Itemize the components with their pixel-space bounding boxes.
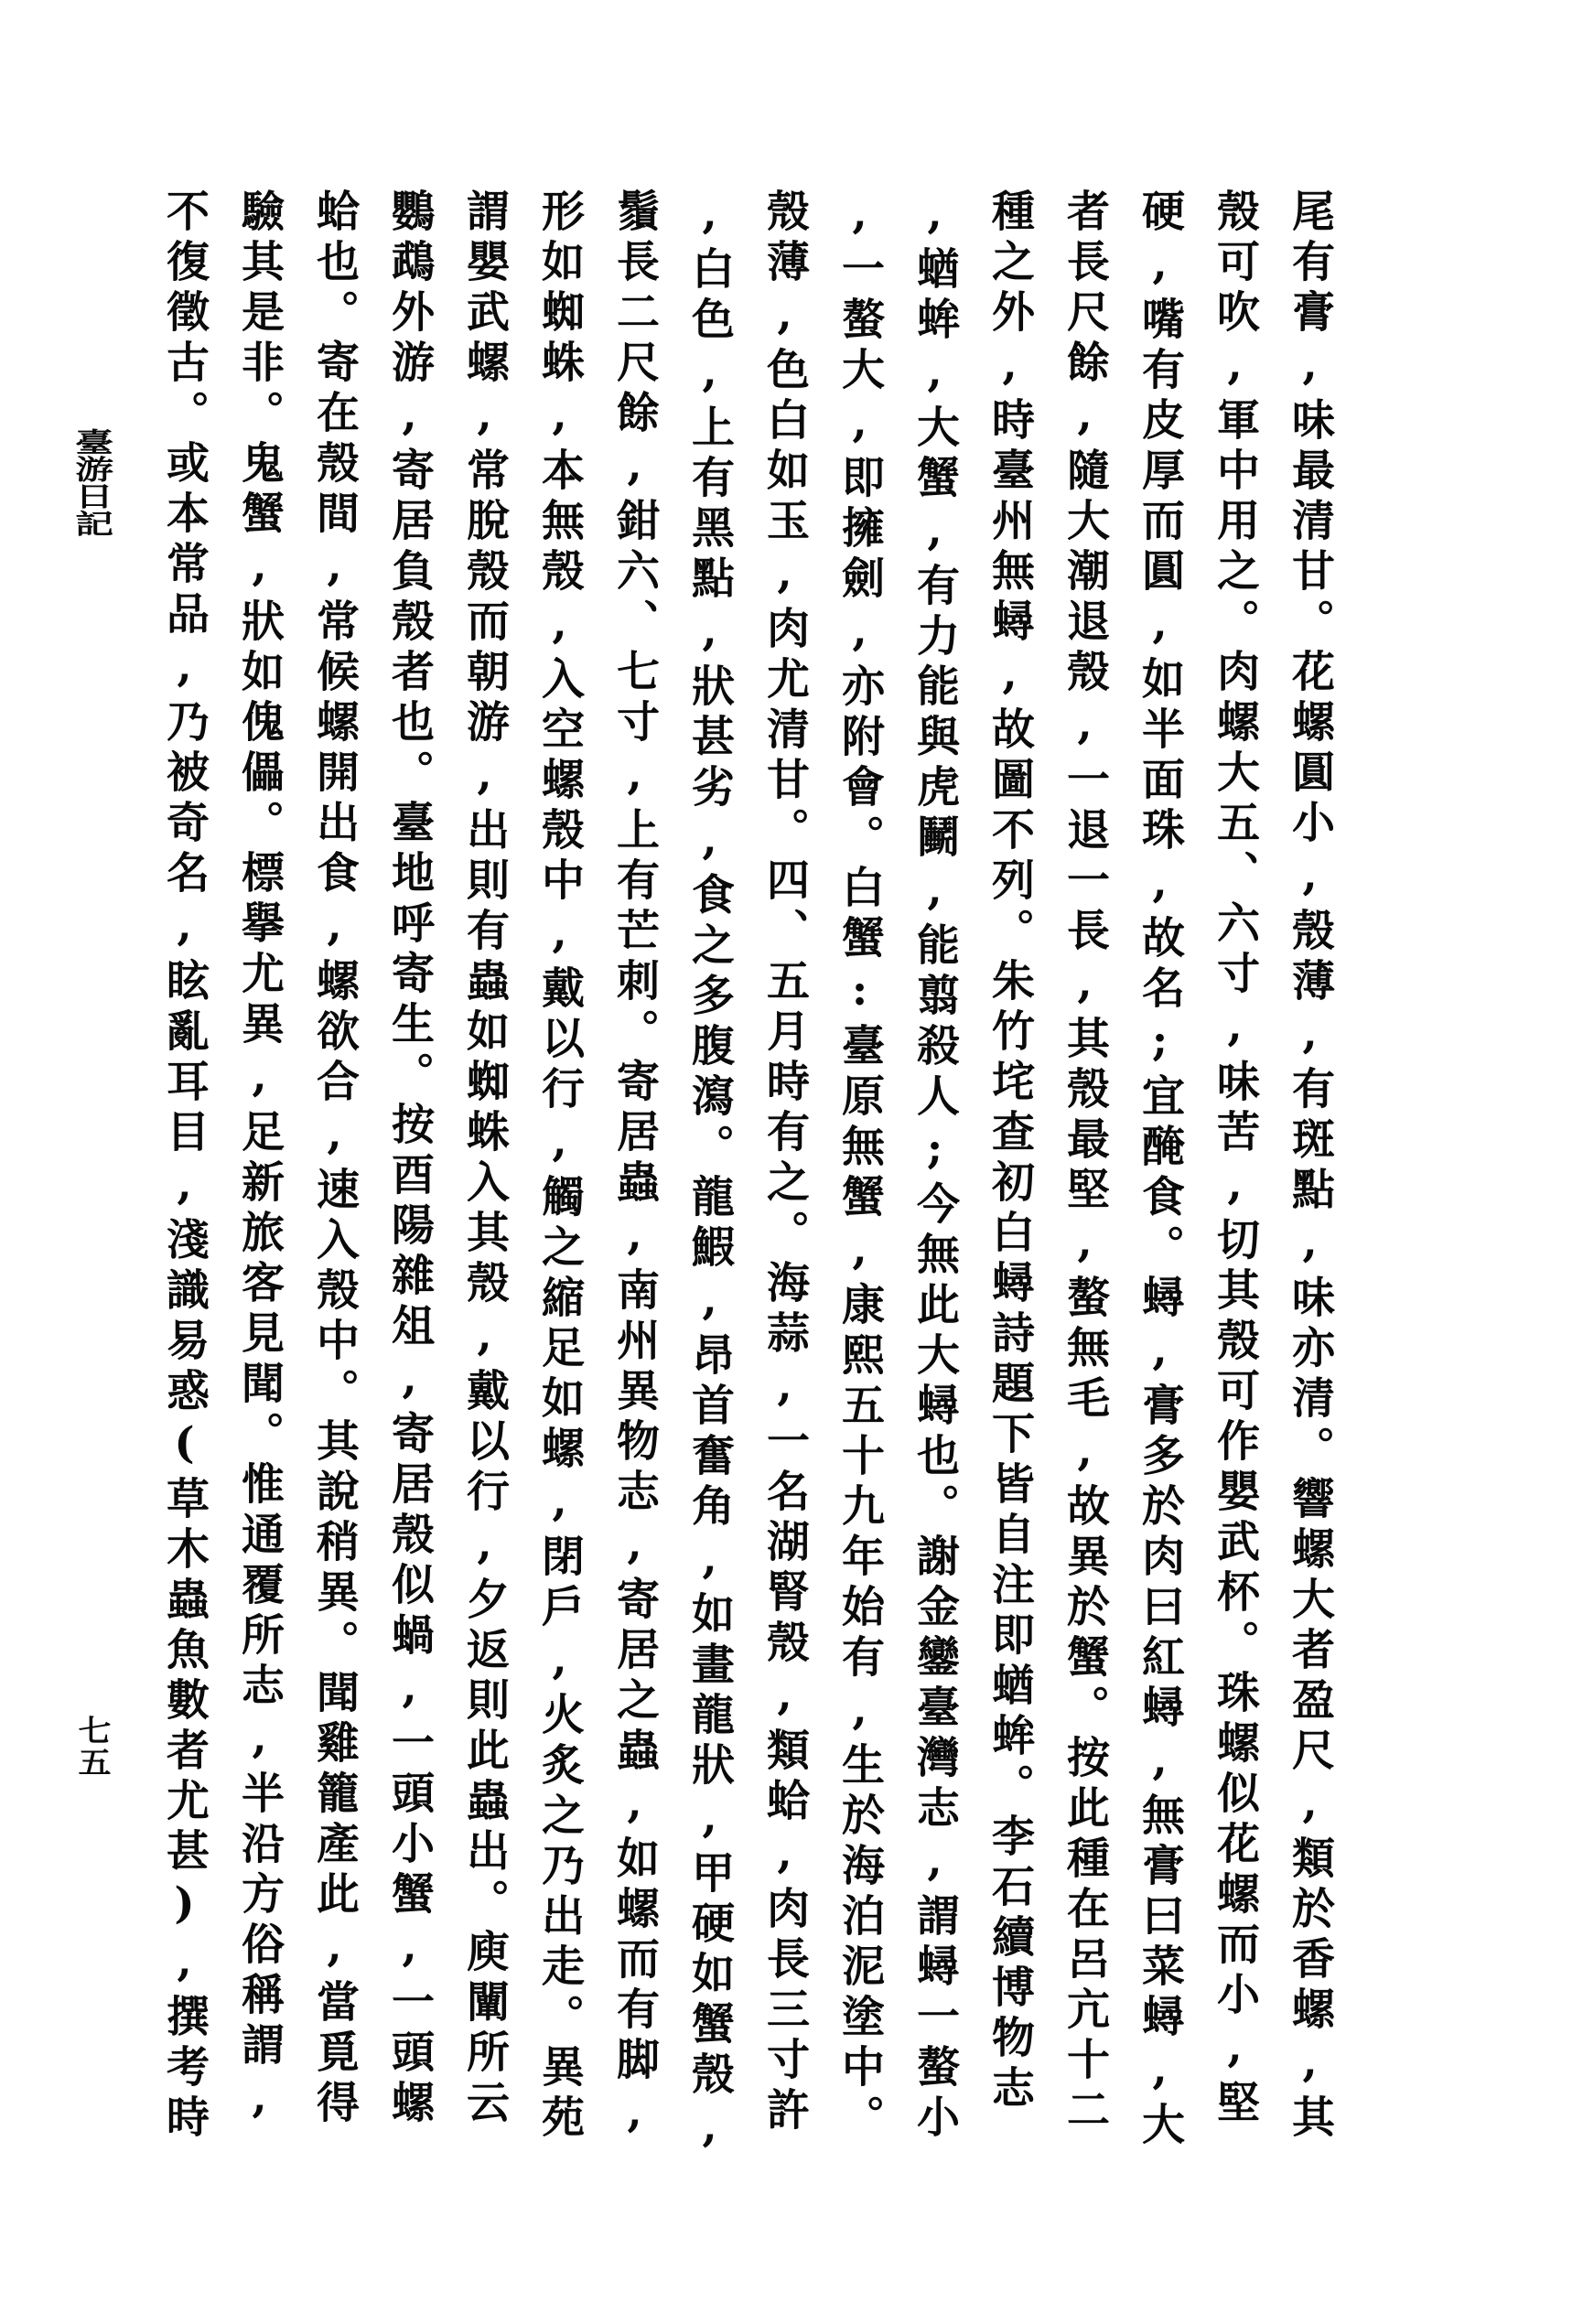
text-column: ,白色,上有黑點,狀甚劣,食之多腹瀉。龍鰕,昂首奮角,如畫龍狀,甲硬如蟹殼, — [684, 188, 735, 2159]
text-column: 謂嬰武螺,常脫殼而朝游,出則有蟲如蜘蛛入其殼,戴以行,夕返則此蟲出。庾闡所云 — [459, 188, 510, 2130]
text-column: 鬚長二尺餘,鉗六、七寸,上有芒刺。寄居蟲,南州異物志,寄居之蟲,如螺而有脚, — [609, 188, 660, 2145]
text-column: 種之外,時臺州無蟳,故圖不列。朱竹垞查初白蟳詩題下皆自注即蝤蛑。李石續博物志 — [985, 188, 1035, 2115]
text-column: ,蝤蛑,大蟹,有力能與虎鬭,能翦殺人;今無此大蟳也。謝金鑾臺灣志,謂蟳一螯小 — [910, 188, 960, 2145]
page-number: 七五 — [73, 1715, 112, 1779]
main-text-block — [146, 188, 1347, 2165]
text-column: 蛤也。寄在殼間,常候螺開出食,螺欲合,速入殼中。其說稍異。聞雞籠產此,當覓得 — [309, 188, 360, 2130]
text-column: 硬,嘴有皮厚而圓,如半面珠,故名;宜醃食。蟳,膏多於肉曰紅蟳,無膏曰菜蟳,大 — [1135, 188, 1185, 2152]
book-title: 臺游日記 — [69, 428, 114, 537]
text-column: 不復徵古。或本常品,乃被奇名,眩亂耳目,淺識易惑(草木蟲魚數者尤甚),撰考時 — [159, 188, 210, 2145]
text-column: 驗其是非。鬼蟹,狀如傀儡。標擧尤異,足新旅客見聞。惟通覆所志,半沿方俗稱謂, — [234, 188, 285, 2130]
text-column: ,一螯大,即擁劍,亦附會。白蟹:臺原無蟹,康熙五十九年始有,生於海泊泥塗中。 — [835, 188, 885, 2145]
text-column: 鸚鵡外游,寄居負殼者也。臺地呼寄生。按酉陽雜俎,寄居殼似蝸,一頭小蟹,一頭螺 — [384, 188, 435, 2130]
text-column: 殼薄,色白如玉,肉尤清甘。四、五月時有之。海蒜,一名湖腎殼,類蛤,肉長三寸許 — [759, 188, 810, 2137]
text-column: 形如蜘蛛,本無殼,入空螺殼中,戴以行,觸之縮足如螺,閉戶,火炙之乃出走。異苑 — [534, 188, 585, 2145]
text-column: 尾有膏,味最清甘。花螺圓小,殼薄,有斑點,味亦清。響螺大者盈尺,類於香螺,其 — [1285, 188, 1335, 2145]
text-column: 殼可吹,軍中用之。肉螺大五、六寸,味苦,切其殼可作嬰武杯。珠螺似花螺而小,堅 — [1210, 188, 1260, 2130]
text-column: 者長尺餘,隨大潮退殼,一退一長,其殼最堅,螯無毛,故異於蟹。按此種在呂亢十二 — [1060, 188, 1110, 2137]
